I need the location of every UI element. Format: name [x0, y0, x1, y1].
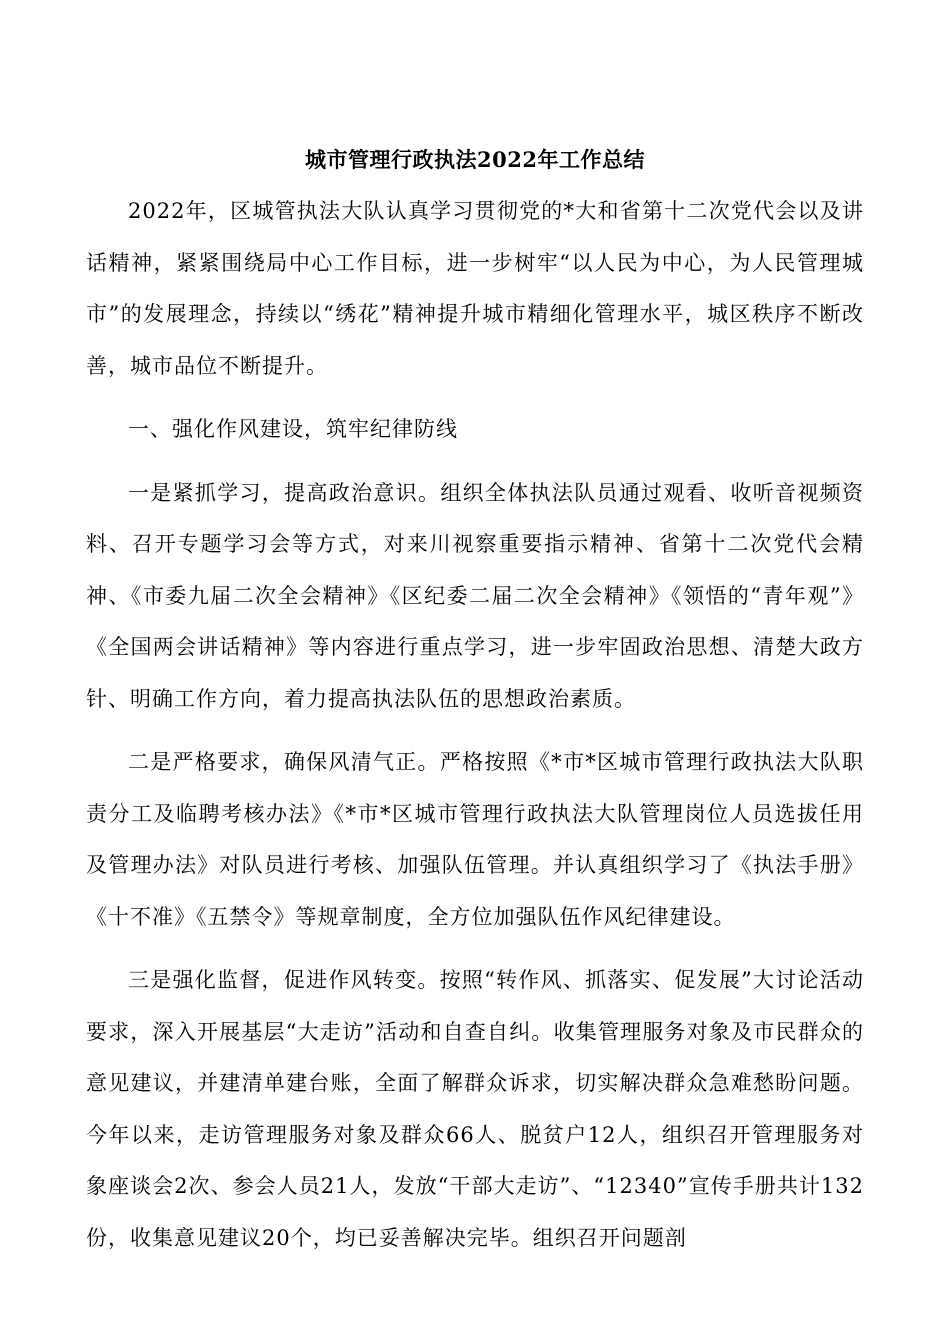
section-heading: 一、强化作风建设，筑牢纪律防线 [128, 417, 458, 441]
intro-paragraph: 2022年，区城管执法大队认真学习贯彻党的*大和省第十二次党代会以及讲话精神，紧紧围绕局中心工作目标，进一步树牢“以人民为中心，为人民管理城市”的发展理念，持续以“绣花”精神提升城市精细化管理水平，城区秩序不断改善，城市品位不断提升。 [86, 199, 864, 378]
document-page [86, 138, 864, 1276]
document-title: 城市管理行政执法2022年工作总结 [305, 147, 645, 172]
paragraph-discipline: 二是严格要求，确保风清气正。严格按照《*市*区城市管理行政执法大队职责分工及临聘考核办法》《*市*区城市管理行政执法大队管理岗位人员选拔任用及管理办法》对队员进行考核、加强队伍管理。并认真组织学习了《执法手册》《十不准》《五禁令》等规章制度，全方位加强队伍作风纪律建设。 [86, 750, 864, 929]
paragraph-supervision: 三是强化监督，促进作风转变。按照“转作风、抓落实、促发展”大讨论活动要求，深入开展基层“大走访”活动和自查自纠。收集管理服务对象及市民群众的意见建议，并建清单建台账，全面了解群众诉求，切实解决群众急难愁盼问题。今年以来，走访管理服务对象及群众66人、脱贫户12人，组织召开管理服务对象座谈会2次、参会人员21人，发放“干部大走访”、“12340”宣传手册共计132份，收集意见建议20个，均已妥善解决完毕。组织召开问题剖 [86, 968, 864, 1250]
paragraph-study: 一是紧抓学习，提高政治意识。组织全体执法队员通过观看、收听音视频资料、召开专题学习会等方式，对来川视察重要指示精神、省第十二次党代会精神、《市委九届二次全会精神》《区纪委二届二次全会精神》《领悟的“青年观”》《全国两会讲话精神》等内容进行重点学习，进一步牢固政治思想、清楚大政方针、明确工作方向，着力提高执法队伍的思想政治素质。 [86, 480, 864, 711]
